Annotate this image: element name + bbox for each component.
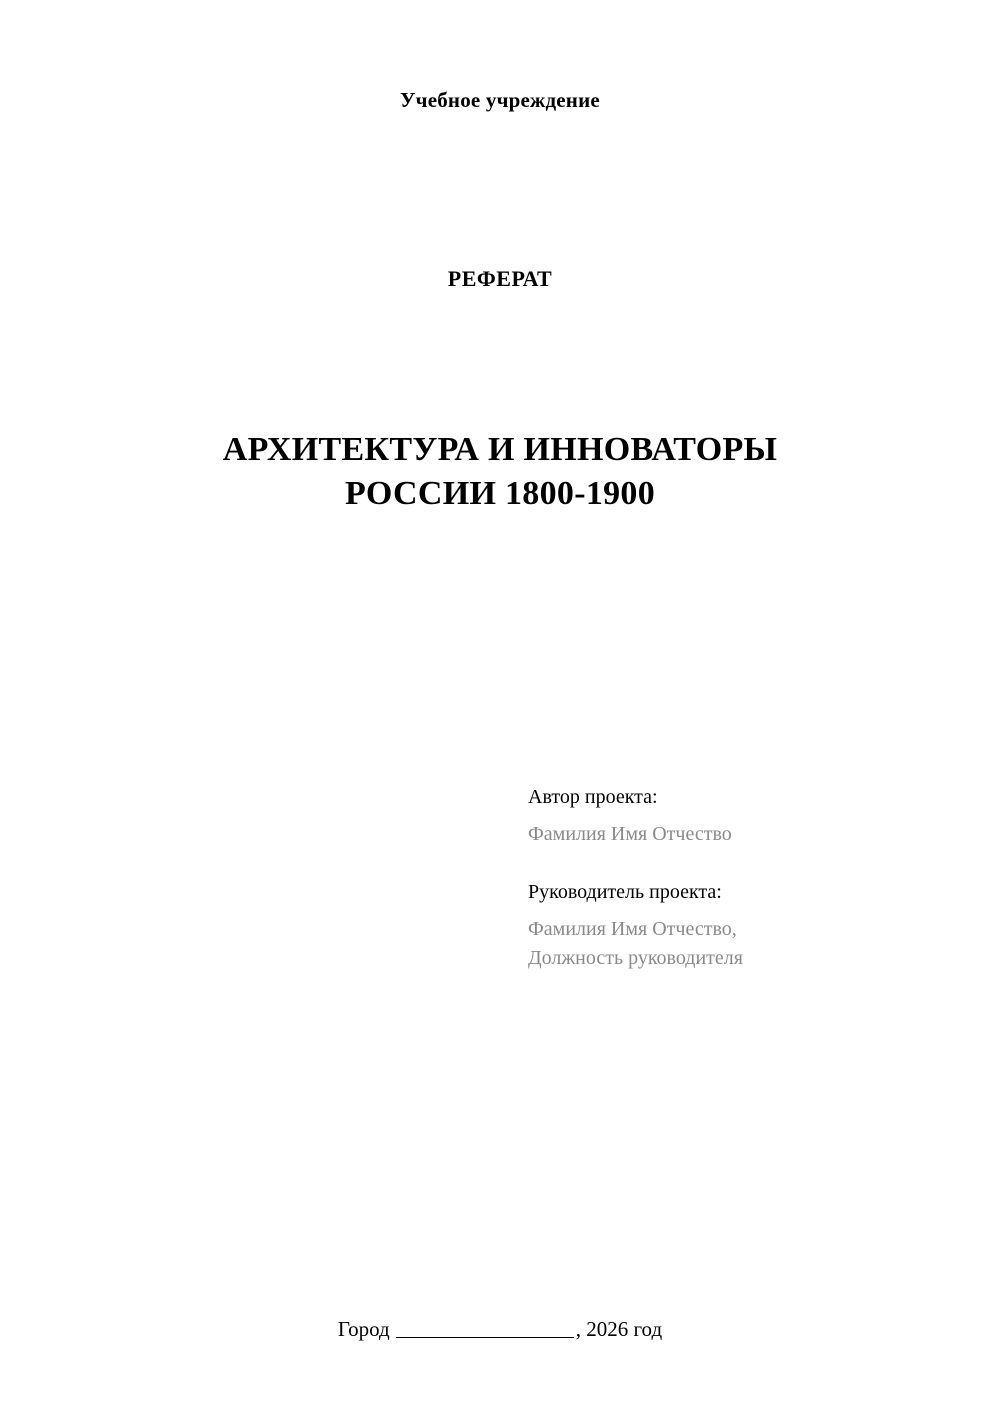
document-title [110,428,890,515]
author-value: Фамилия Имя Отчество [528,823,732,845]
city-label: Город [337,1317,390,1341]
author-label: Автор проекта: [528,786,658,808]
title-line-1: АРХИТЕКТУРА И ИННОВАТОРЫ [222,431,778,468]
footer-city-year [0,1317,1000,1342]
author-group [528,782,928,849]
supervisor-value-name: Фамилия Имя Отчество, [528,918,737,940]
supervisor-label: Руководитель проекта: [528,881,722,903]
supervisor-group [528,877,928,973]
supervisor-value-position: Должность руководителя [528,947,743,969]
credits-block [528,782,928,973]
city-blank-line [396,1337,574,1338]
title-line-2: РОССИИ 1800-1900 [344,474,656,512]
institution-name: Учебное учреждение [400,88,600,112]
year-text: , 2026 год [575,1317,663,1341]
document-type: РЕФЕРАТ [447,266,553,291]
